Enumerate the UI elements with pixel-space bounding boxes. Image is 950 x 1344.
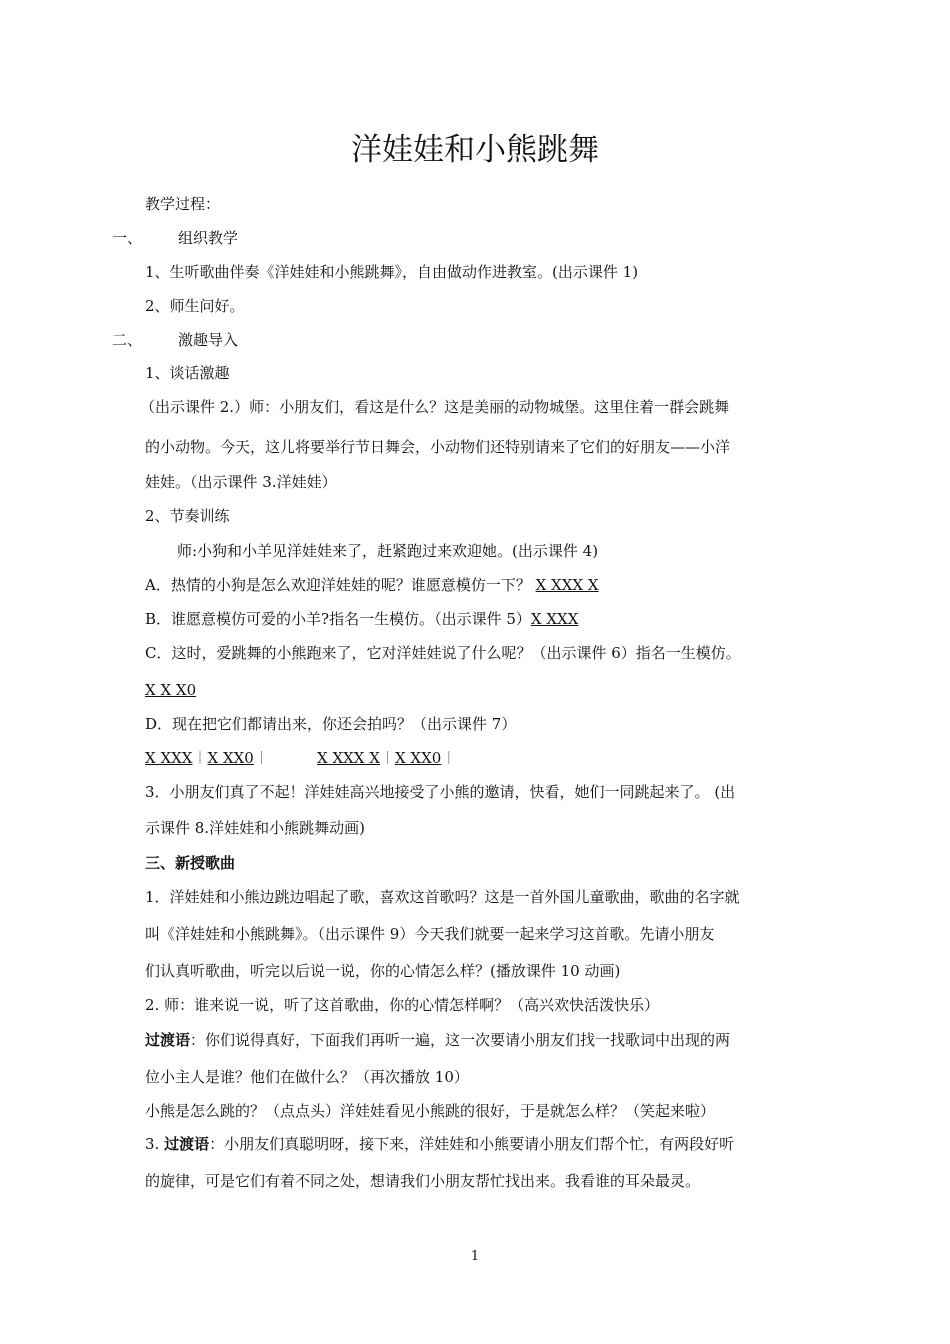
section3-heading: 三、新授歌曲 xyxy=(145,854,236,872)
item-b xyxy=(145,609,578,629)
item-a-text: A．热情的小狗是怎么欢迎洋娃娃的呢？谁愿意模仿一下？ xyxy=(145,576,536,594)
s3-paragraph2: 2. 师：谁来说一说，听了这首歌曲，你的心情怎样啊？（高兴欢快活泼快乐） xyxy=(145,996,660,1014)
s2-item3-line2: 示课件 8.洋娃娃和小熊跳舞动画) xyxy=(145,819,365,837)
item-d-rhythm-row xyxy=(145,748,269,768)
s2-paragraph1-line2: 的小动物。今天，这儿将要举行节日舞会，小动物们还特别请来了它们的好朋友——小洋 xyxy=(145,438,731,456)
s3-paragraph3-text: ：你们说得真好，下面我们再听一遍，这一次要请小朋友们找一找歌词中出现的两 xyxy=(190,1031,731,1049)
page-number: 1 xyxy=(470,1249,480,1264)
item-a-rhythm: X XXX X xyxy=(535,576,599,594)
transition-label-2: 过渡语 xyxy=(164,1135,210,1153)
s3-paragraph5-line2: 的旋律，可是它们有着不同之处，想请我们小朋友帮忙找出来。我看谁的耳朵最灵。 xyxy=(145,1172,701,1190)
s1-item1: 1、生听歌曲伴奏《洋娃娃和小熊跳舞》，自由做动作进教室。(出示课件 1) xyxy=(145,263,639,281)
s2-item3-line1: 3．小朋友们真了不起！洋娃娃高兴地接受了小熊的邀请，快看，她们一同跳起来了。 (出 xyxy=(145,783,736,801)
section1-number: 一、 xyxy=(112,229,143,247)
s3-paragraph4: 小熊是怎么跳的？（点点头）洋娃娃看见小熊跳的很好，于是就怎么样？（笑起来啦） xyxy=(145,1102,716,1120)
rhythm-d-b2: X XX0 xyxy=(394,749,442,767)
document-title: 洋娃娃和小熊跳舞 xyxy=(351,132,599,168)
s3-paragraph1-line2: 叫《洋娃娃和小熊跳舞》。（出示课件 9）今天我们就要一起来学习这首歌。先请小朋友 xyxy=(145,925,715,943)
rhythm-d-a2: X XX0 xyxy=(207,749,254,767)
item-c-text: C．这时，爱跳舞的小熊跑来了，它对洋娃娃说了什么呢？（出示课件 6）指名一生模仿。 xyxy=(145,644,741,662)
s3-paragraph1-line3: 们认真听歌曲，听完以后说一说，你的心情怎么样？(播放课件 10 动画) xyxy=(145,962,621,980)
s2-paragraph1-line3: 娃娃。（出示课件 3.洋娃娃） xyxy=(145,473,337,491)
rhythm-d-a1: X XXX xyxy=(145,749,193,767)
intro-line: 教学过程： xyxy=(145,195,221,213)
s3-paragraph5-text: ：小朋友们真聪明呀，接下来，洋娃娃和小熊要请小朋友们帮个忙，有两段好听 xyxy=(209,1135,735,1153)
section1-heading: 组织教学 xyxy=(178,229,239,247)
item-d-rhythm-row2 xyxy=(317,748,456,768)
s3-paragraph3-line2: 位小主人是谁？他们在做什么？（再次播放 10） xyxy=(145,1068,469,1086)
rhythm-d-bar3: ︱ xyxy=(379,749,395,767)
rhythm-d-bar1: ︱ xyxy=(192,749,208,767)
rhythm-d-b1: X XXX X xyxy=(317,749,380,767)
item-a xyxy=(145,575,599,595)
s2-item2: 2、节奏训练 xyxy=(145,507,230,525)
transition-label: 过渡语 xyxy=(145,1031,191,1049)
s1-item2: 2、师生问好。 xyxy=(145,297,245,315)
section2-number: 二、 xyxy=(112,331,143,349)
s3-paragraph5-prefix: 3. xyxy=(145,1135,165,1153)
item-d-text: D．现在把它们都请出来，你还会拍吗？（出示课件 7） xyxy=(145,715,517,733)
s2-paragraph2: 师:小狗和小羊见洋娃娃来了，赶紧跑过来欢迎她。(出示课件 4) xyxy=(177,542,599,560)
s3-paragraph3-line1 xyxy=(145,1030,730,1050)
s3-paragraph5-line1 xyxy=(145,1134,734,1154)
s2-item1: 1、谈话激趣 xyxy=(145,364,230,382)
s2-paragraph1-line1: （出示课件 2.）师：小朋友们，看这是什么？这是美丽的动物城堡。这里住着一群会跳舞 xyxy=(140,398,730,416)
section2-heading: 激趣导入 xyxy=(178,331,239,349)
rhythm-d-bar2: ︱ xyxy=(253,749,269,767)
item-c-rhythm: X X X0 xyxy=(145,681,197,699)
item-b-text: B．谁愿意模仿可爱的小羊?指名一生模仿。（出示课件 5） xyxy=(145,610,531,628)
item-b-rhythm: X XXX xyxy=(530,610,579,628)
s3-paragraph1-line1: 1．洋娃娃和小熊边跳边唱起了歌，喜欢这首歌吗？这是一首外国儿童歌曲，歌曲的名字就 xyxy=(145,888,740,906)
rhythm-d-bar4: ︱ xyxy=(441,749,457,767)
